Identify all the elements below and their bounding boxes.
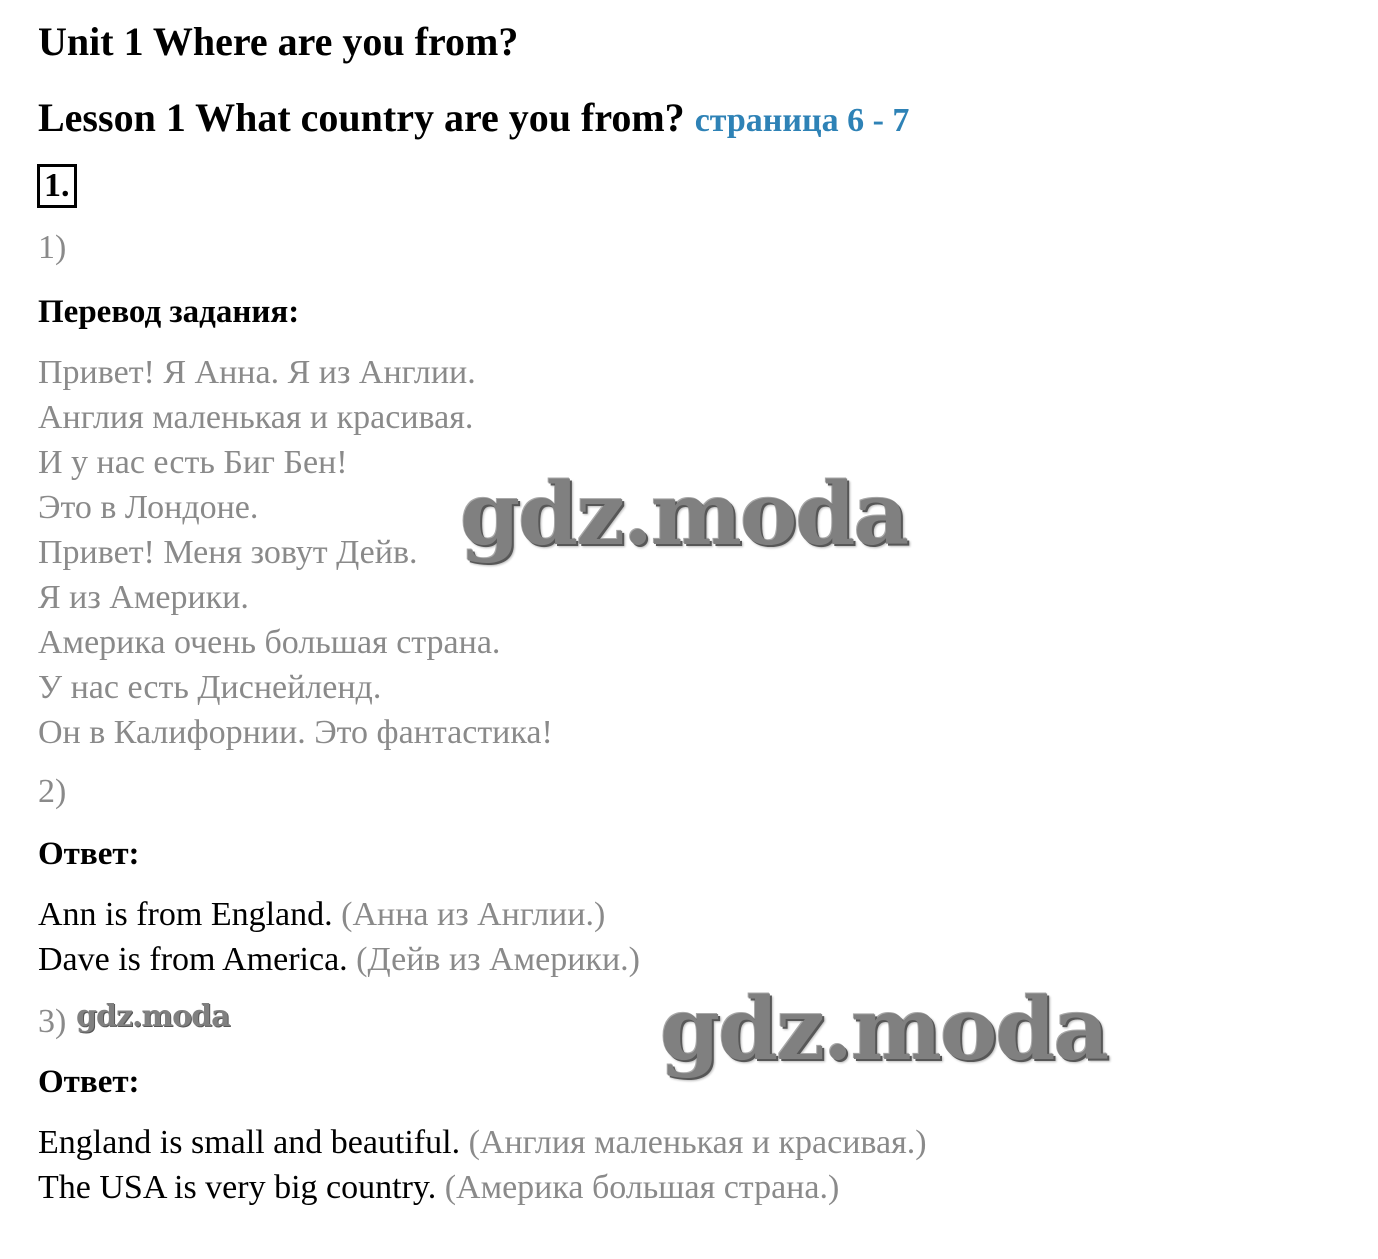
translation-line: И у нас есть Биг Бен! [38,444,348,481]
part1-heading: Перевод задания: [38,294,300,330]
unit-title: Unit 1 Where are you from? [38,19,519,64]
lesson-title-row [38,94,909,145]
answer-ru: (Англия маленькая и красивая.) [468,1124,927,1161]
answer-line [38,892,640,937]
answer-en: Dave is from America. [38,941,348,978]
lesson-title: Lesson 1 What country are you from? [38,95,685,140]
answer-line [38,1120,927,1165]
answer-en: England is small and beautiful. [38,1124,461,1161]
translation-line: Америка очень большая страна. [38,624,501,661]
translation-line: Привет! Меня зовут Дейв. [38,534,418,571]
translation-line: Он в Калифорнии. Это фантастика! [38,714,553,751]
part3-marker: 3) [38,1003,67,1040]
part2-heading: Ответ: [38,836,140,872]
translation-line: У нас есть Диснейленд. [38,669,382,706]
answer-ru: (Анна из Англии.) [341,896,606,933]
translation-line: Я из Америки. [38,579,249,616]
part2-answers [38,892,640,982]
task-number-value: 1 [44,167,61,204]
part3-answers [38,1120,927,1210]
task-number [37,164,77,208]
translation-line: Привет! Я Анна. Я из Англии. [38,354,476,391]
answer-en: The USA is very big country. [38,1169,437,1206]
watermark-logo: gdz.moda [660,979,1108,1080]
answer-line [38,937,640,982]
part2-marker: 2) [38,773,67,810]
task-number-suffix: . [61,167,70,204]
pages-label: страница 6 - 7 [694,102,910,139]
watermark-logo-small: gdz.moda [76,999,230,1034]
watermark-logo: gdz.moda [460,464,908,565]
task-number-box [37,164,77,208]
answer-line [38,1165,927,1210]
answer-en: Ann is from England. [38,896,333,933]
translation-line: Англия маленькая и красивая. [38,399,474,436]
answer-ru: (Америка большая страна.) [444,1169,840,1206]
part1-marker: 1) [38,229,67,266]
translation-line: Это в Лондоне. [38,489,259,526]
answer-ru: (Дейв из Америки.) [356,941,640,978]
part3-heading: Ответ: [38,1064,140,1100]
